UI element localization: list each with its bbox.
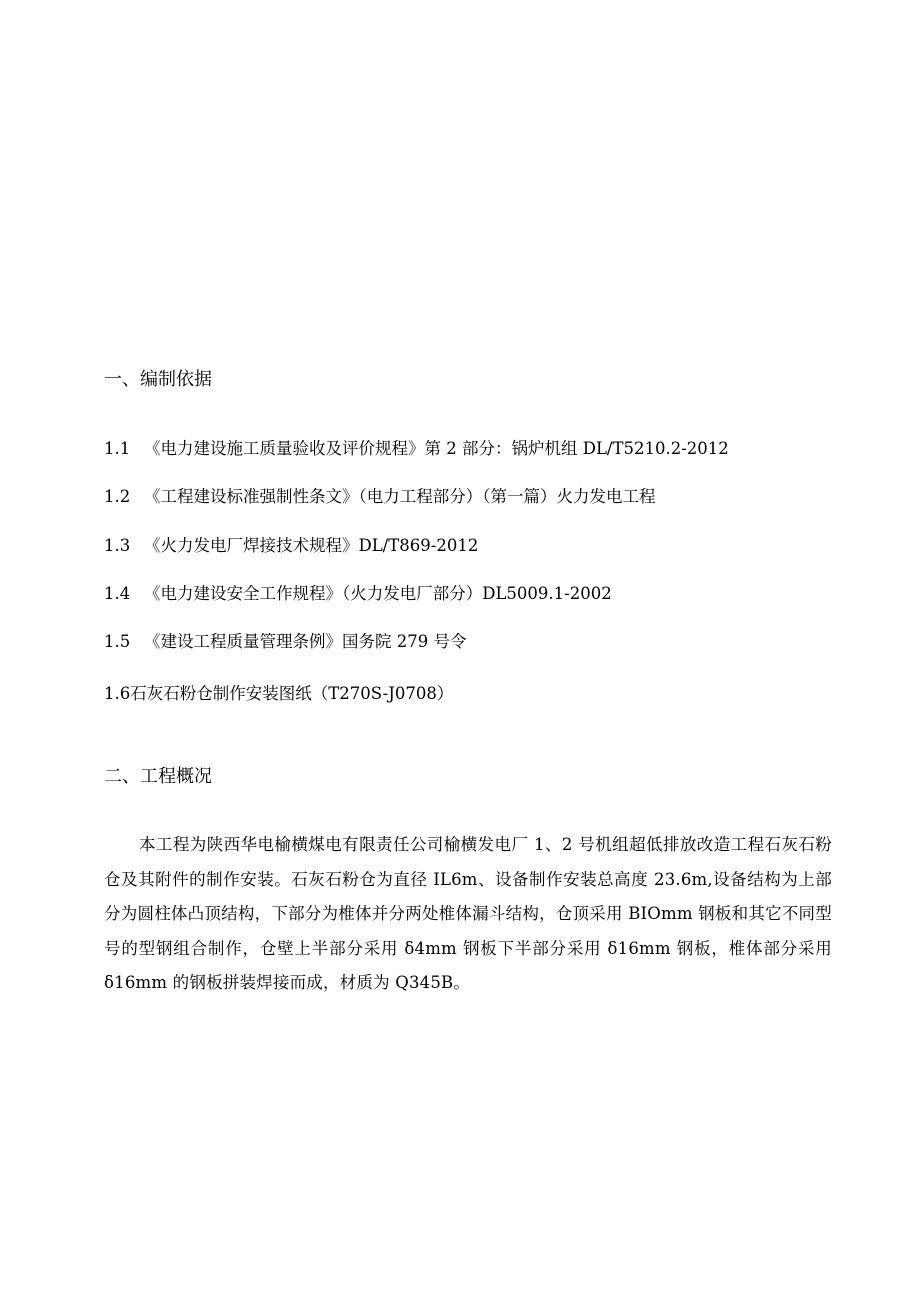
reference-number: 1.1 bbox=[104, 439, 131, 458]
reference-item bbox=[104, 630, 466, 654]
section-heading-overview: 二、工程概况 bbox=[104, 766, 212, 787]
reference-text: 《电力建设施工质量验收及评价规程》第 2 部分：锅炉机组 DL/T5210.2-2012 bbox=[144, 439, 729, 458]
reference-text: 《建设工程质量管理条例》国务院 279 号令 bbox=[144, 632, 467, 651]
reference-item bbox=[104, 582, 612, 606]
reference-number: 1.6 bbox=[104, 684, 131, 703]
reference-number: 1.5 bbox=[104, 632, 131, 651]
reference-number: 1.4 bbox=[104, 584, 131, 603]
reference-text: 《电力建设安全工作规程》（火力发电厂部分）DL5009.1-2002 bbox=[144, 584, 612, 603]
overview-paragraph: 本工程为陕西华电榆横煤电有限责任公司榆横发电厂 1、2 号机组超低排放改造工程石灰石粉仓及其附件的制作安装。石灰石粉仓为直径 IL6m、设备制作安装总高度 23.6m,设备结构为上部分为圆柱体凸顶结构，下部分为椎体并分两处椎体漏斗结构，仓顶采用 BIOmm 钢板和其它不同型号的型钢组合制作，仓壁上半部分采用 δ4mm 钢板下半部分采用 δ16mm 钢板，椎体部分采用 δ16mm 的钢板拼装焊接而成，材质为 Q345B。 bbox=[104, 835, 832, 992]
reference-text: 《工程建设标准强制性条文》（电力工程部分）（第一篇）火力发电工程 bbox=[144, 487, 656, 506]
reference-text: 《火力发电厂焊接技术规程》DL/T869-2012 bbox=[144, 536, 479, 555]
reference-item bbox=[104, 534, 478, 558]
reference-item bbox=[104, 682, 453, 706]
reference-number: 1.3 bbox=[104, 536, 131, 555]
reference-item bbox=[104, 437, 729, 461]
reference-number: 1.2 bbox=[104, 487, 131, 506]
section-heading-basis: 一、编制依据 bbox=[104, 369, 212, 390]
reference-text: 石灰石粉仓制作安装图纸（T270S-J0708） bbox=[130, 684, 454, 703]
reference-item bbox=[104, 485, 656, 509]
